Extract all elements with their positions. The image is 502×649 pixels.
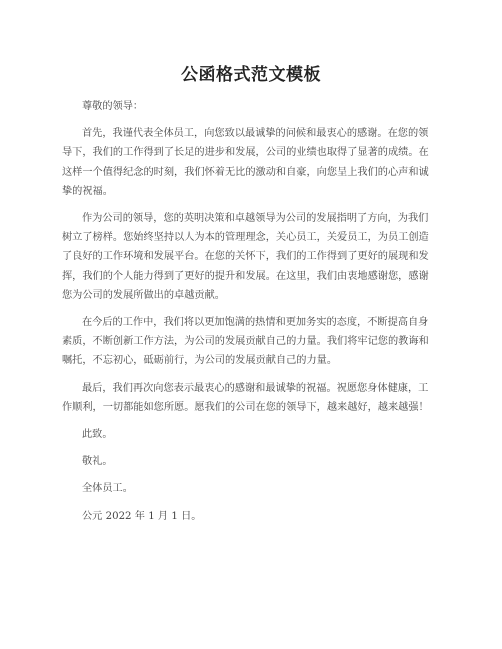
date: 公元 2022 年 1 月 1 日。 <box>82 510 202 522</box>
closing-salute: 敬礼。 <box>82 456 113 468</box>
paragraph-3: 在今后的工作中，我们将以更加饱满的热情和更加务实的态度，不断提高自身素质，不断创新工作方法，为公司的发展贡献自己的力量。我们将牢记您的教诲和嘱托，不忘初心，砥砺前行，为公司的发展贡献自己的力量。 <box>62 317 429 367</box>
paragraph-4: 最后，我们再次向您表示最衷心的感谢和最诚挚的祝福。祝愿您身体健康，工作顺利，一切都能如您所愿。愿我们的公司在您的领导下，越来越好，越来越强！ <box>62 382 429 413</box>
document-body <box>62 97 438 534</box>
paragraph-1: 首先，我谨代表全体员工，向您致以最诚挚的问候和最衷心的感谢。在您的领导下，我们的工作得到了长足的进步和发展，公司的业绩也取得了显著的成绩。在这样一个值得纪念的时刻，我们怀着无比的激动和自豪，向您呈上我们的心声和诚挚的祝福。 <box>62 128 429 197</box>
paragraph-2: 作为公司的领导，您的英明决策和卓越领导为公司的发展指明了方向，为我们树立了榜样。您始终坚持以人为本的管理理念，关心员工，关爱员工，为员工创造了良好的工作环境和发展平台。在您的关怀下，我们的工作得到了更好的展现和发挥，我们的个人能力得到了更好的提升和发展。在这里，我们由衷地感谢您，感谢您为公司的发展所做出的卓越贡献。 <box>62 213 429 301</box>
signature: 全体员工。 <box>82 483 133 495</box>
document-title: 公函格式范文模板 <box>181 65 321 85</box>
closing-regards: 此致。 <box>82 429 113 441</box>
salutation: 尊敬的领导： <box>82 101 144 112</box>
